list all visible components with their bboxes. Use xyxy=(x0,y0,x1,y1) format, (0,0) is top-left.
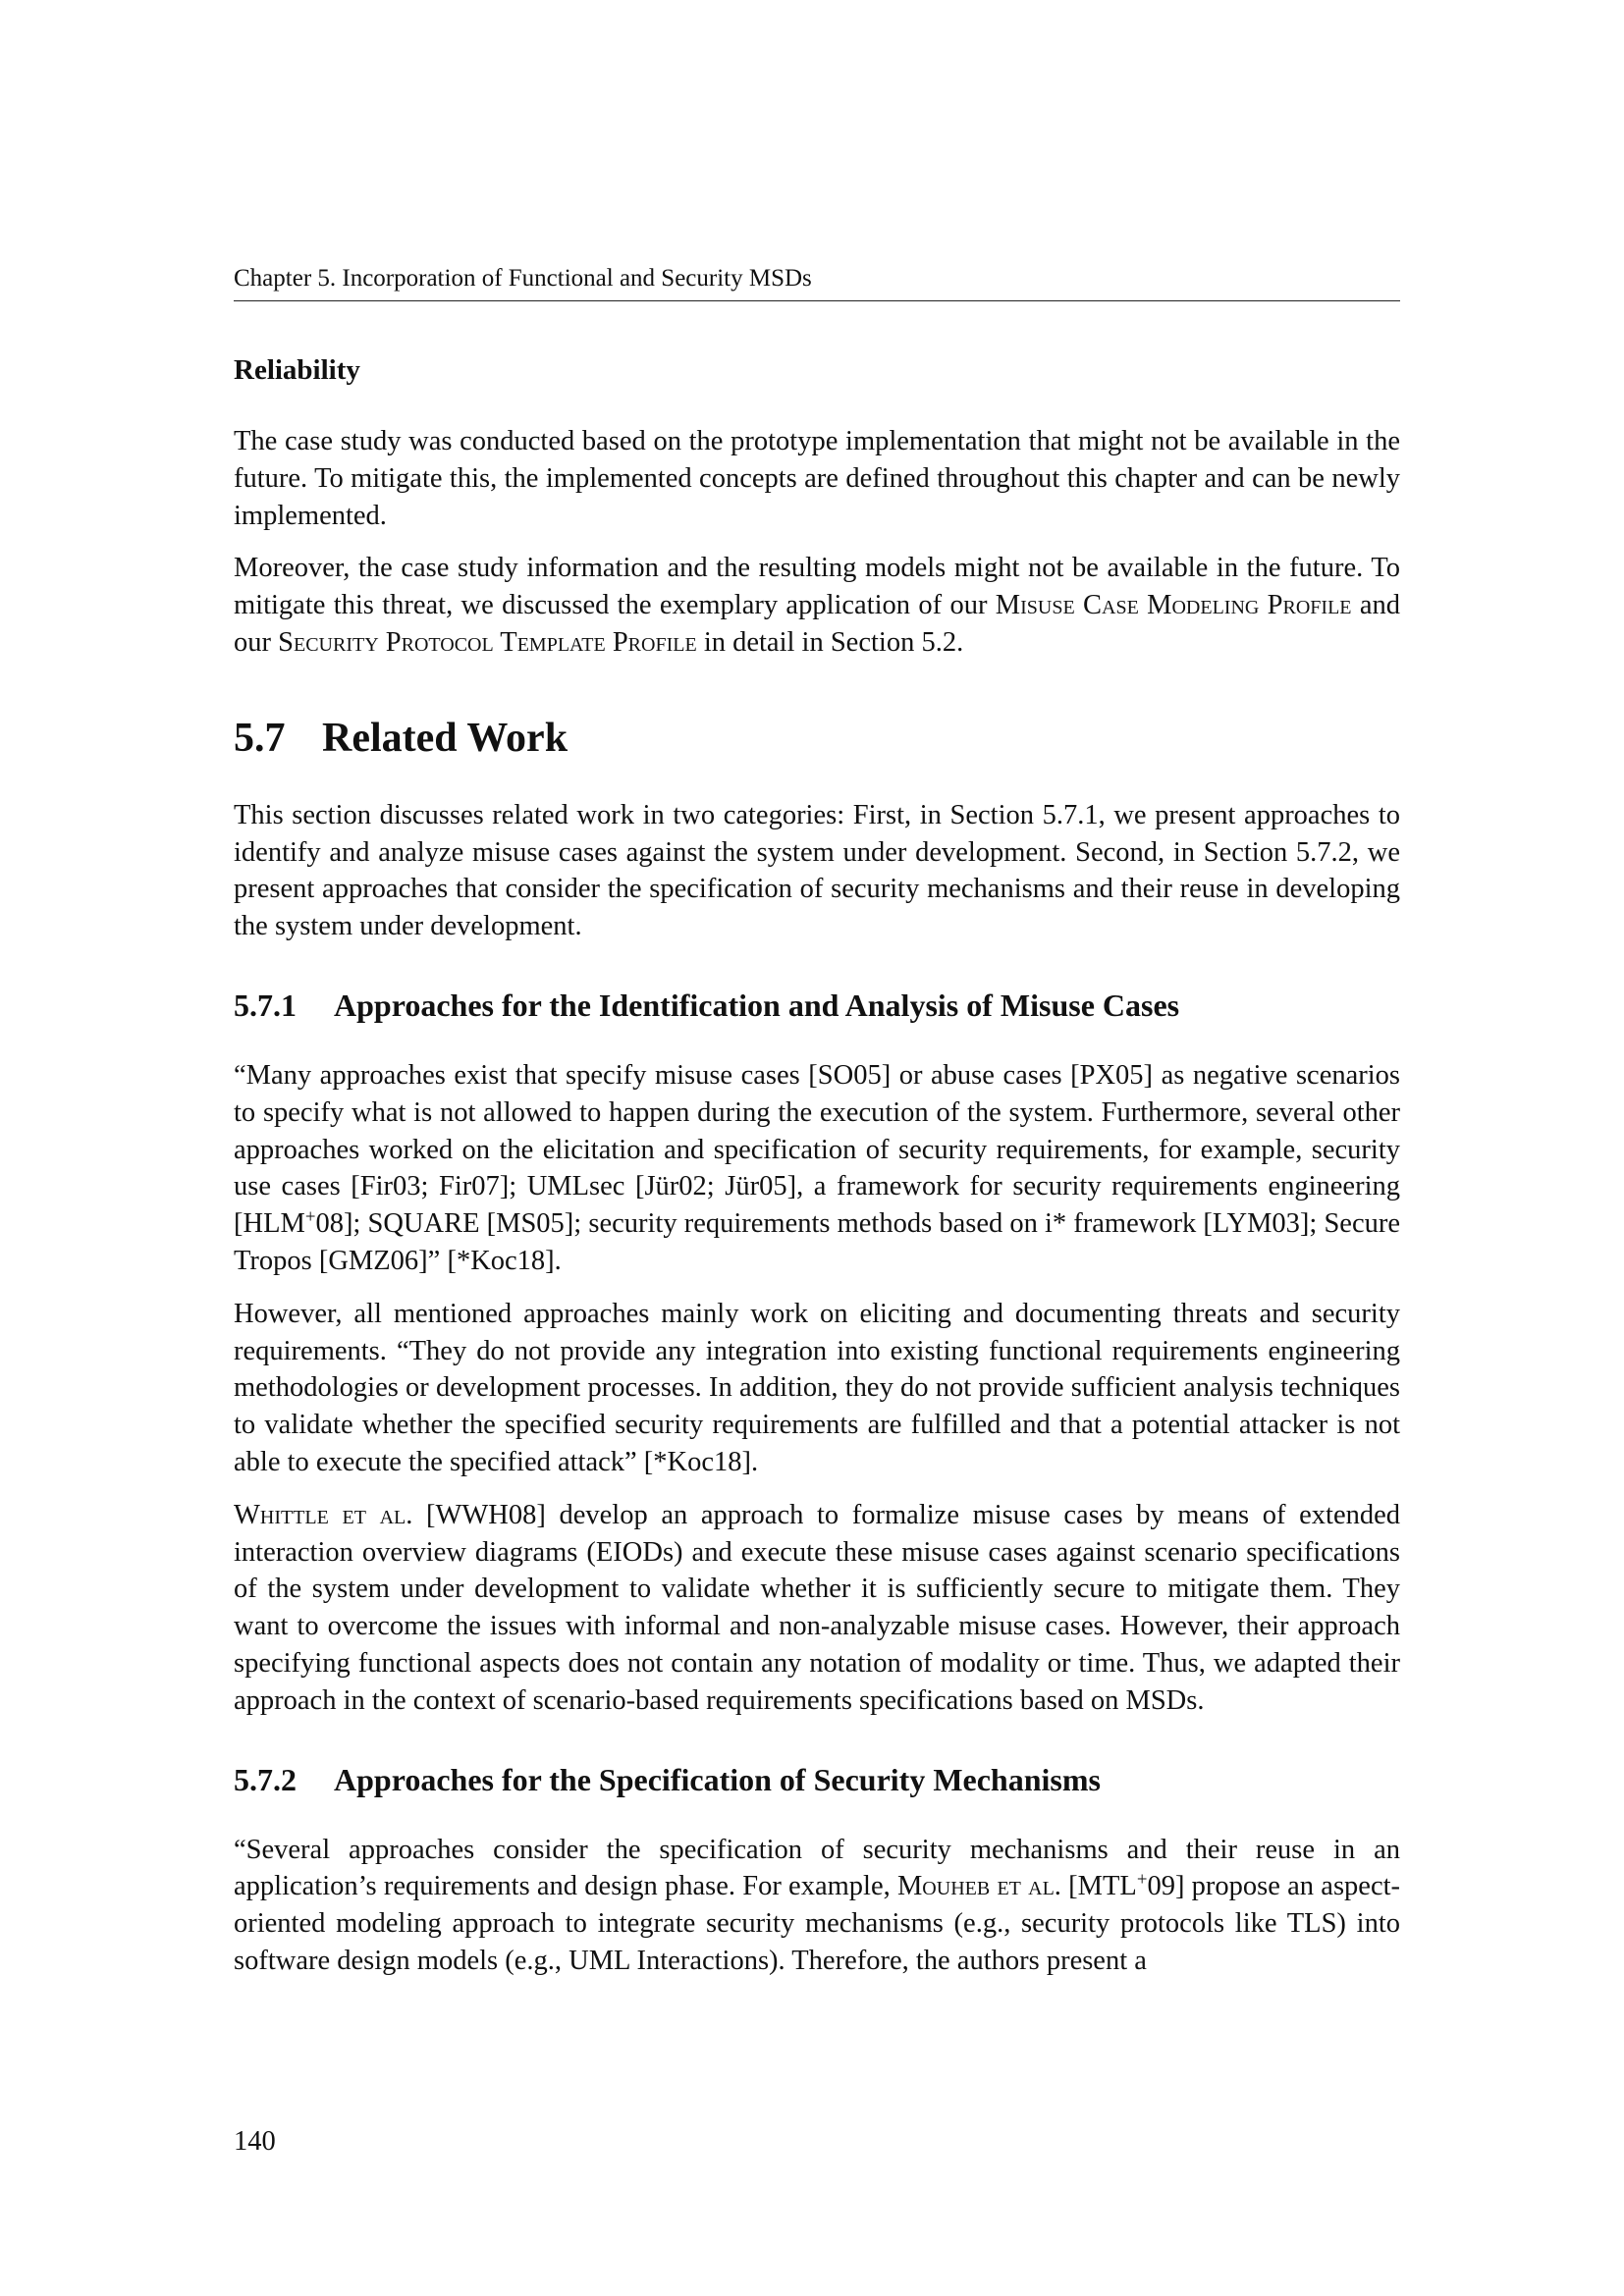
section-title: Related Work xyxy=(322,715,568,761)
superscript: + xyxy=(304,1206,316,1228)
misuse-paragraph-1 xyxy=(234,1057,1400,1280)
text-run: [WWH08] develop an approach to formalize misuse cases by means of extended interaction overview diagrams (EIODs) and execute these misuse cases against scenario specifications of the system under development to validate whether it is sufficiently secure to mitigate them. They want to overcome the issues with informal and non-analyzable misuse cases. However, their approach specifying functional aspects does not contain any notation of modality or time. Thus, we adapted their approach in the context of scenario-based requirements specifications based on MSDs. xyxy=(234,1499,1400,1716)
profile-name-misuse: Misuse Case Modeling Profile xyxy=(995,590,1352,621)
body-content xyxy=(234,350,1400,1980)
author-name: Whittle et al. xyxy=(234,1499,413,1530)
subsection-number: 5.7.1 xyxy=(234,987,297,1023)
author-name: Mouheb et al. xyxy=(896,1871,1061,1902)
text-run: Moreover, the case study information and the resulting models might not be available in the future. To mitigate this threat, we discussed the exemplary application of our xyxy=(234,553,1400,621)
text-run: and our xyxy=(234,590,1400,658)
text-run: “Several approaches consider the specification of security mechanisms and their reuse in an application’s requirements and design phase. For example, xyxy=(234,1834,1400,1902)
page-number: 140 xyxy=(234,2126,276,2157)
subsection-title: Approaches for the Identification and Analysis of Misuse Cases xyxy=(334,987,1180,1023)
reliability-paragraph-1: The case study was conducted based on the prototype implementation that might not be available in the future. To mitigate this, the implemented concepts are defined throughout this chapter and can be newly implemented. xyxy=(234,426,1400,531)
reliability-heading: Reliability xyxy=(234,354,360,386)
misuse-paragraph-3 xyxy=(234,1497,1400,1720)
section-heading-5-7 xyxy=(234,713,1400,764)
subsection-title: Approaches for the Specification of Security Mechanisms xyxy=(334,1761,1101,1797)
subsection-heading-5-7-1 xyxy=(234,985,1400,1026)
subsection-heading-5-7-2 xyxy=(234,1759,1400,1800)
related-work-intro: This section discusses related work in two categories: First, in Section 5.7.1, we present approaches to identify and analyze misuse cases against the system under development. Second, in Section 5.7.2, we present approaches that consider the specification of security mechanisms and their reuse in developing the system under development. xyxy=(234,799,1400,942)
text-run: “Many approaches exist that specify misuse cases [SO05] or abuse cases [PX05] as negative scenarios to specify what is not allowed to happen during the execution of the system. Furthermore, several other approaches worked on the elicitation and specification of security requirements, for example, security use cases [Fir03; Fir07]; UMLsec [Jür02; Jür05], a framework for security requirements engineering [HLM xyxy=(234,1059,1400,1240)
text-run: in detail in Section 5.2. xyxy=(696,626,964,658)
superscript: + xyxy=(1136,1869,1148,1891)
section-number: 5.7 xyxy=(234,715,286,761)
profile-name-security: Security Protocol Template Profile xyxy=(278,626,697,658)
subsection-number: 5.7.2 xyxy=(234,1761,297,1797)
text-run: 09] propose an aspect-oriented modeling approach to integrate security mechanisms (e.g., security protocols like TLS) into software design models (e.g., UML Interactions). Therefore, the authors present a xyxy=(234,1871,1401,1976)
running-head: Chapter 5. Incorporation of Functional and Security MSDs xyxy=(234,263,1400,301)
reliability-paragraph-2 xyxy=(234,550,1400,661)
mechanisms-paragraph-1 xyxy=(234,1832,1400,1980)
text-run: 08]; SQUARE [MS05]; security requirements methods based on i* framework [LYM03]; Secure Tropos [GMZ06]” [*Koc18]. xyxy=(234,1208,1400,1276)
misuse-paragraph-2: However, all mentioned approaches mainly work on eliciting and documenting threats and security requirements. “They do not provide any integration into existing functional requirements engineering methodologies or development processes. In addition, they do not provide sufficient analysis techniques to validate whether the specified security requirements are fulfilled and that a potential attacker is not able to execute the specified attack” [*Koc18]. xyxy=(234,1298,1400,1477)
text-run: [MTL xyxy=(1060,1871,1137,1902)
